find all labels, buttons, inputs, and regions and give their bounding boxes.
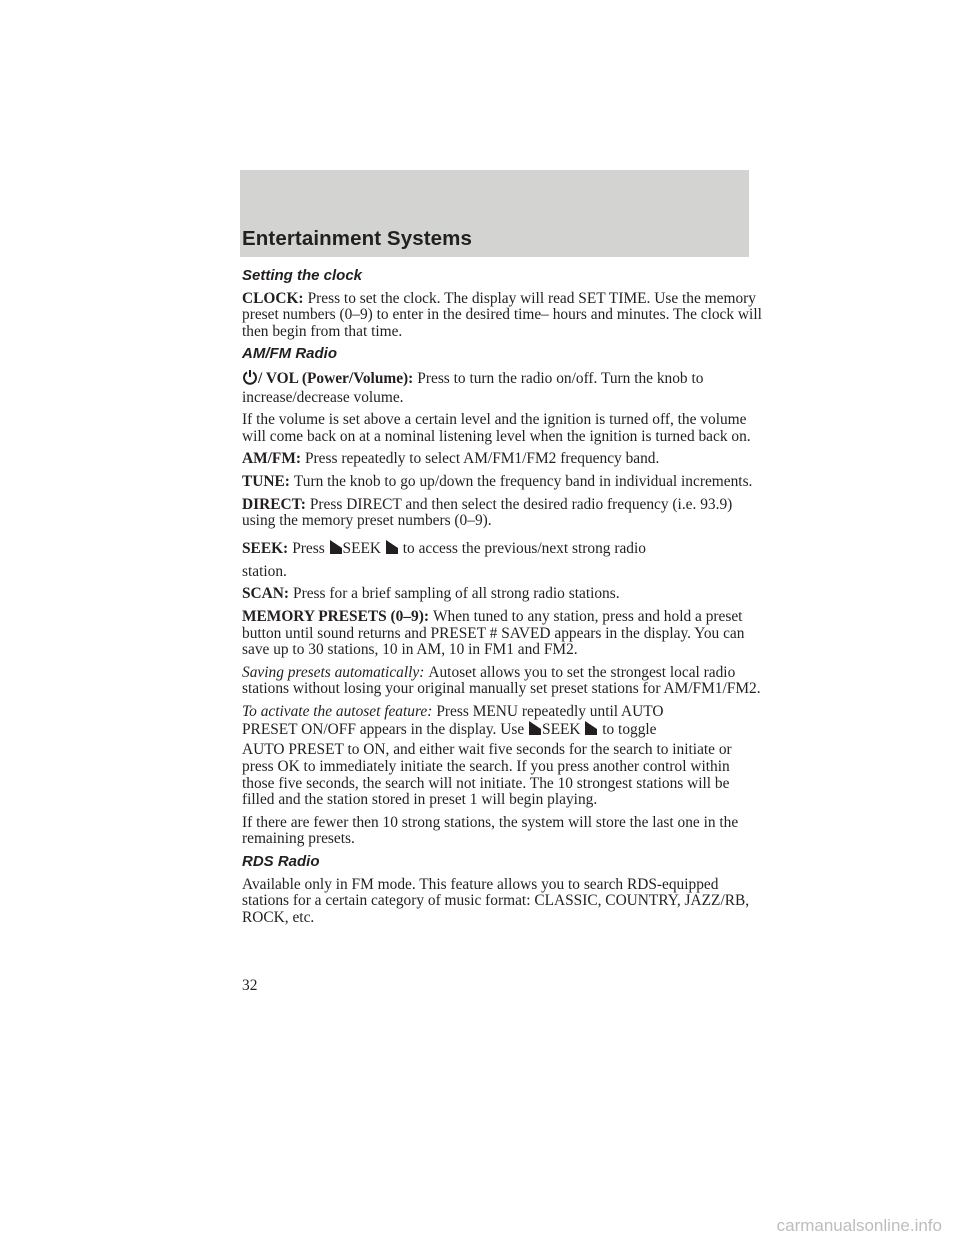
activate-term: To activate the autoset feature: <box>242 702 433 720</box>
power-icon <box>242 369 258 390</box>
direct-term: DIRECT: <box>242 495 306 513</box>
section-header-bar <box>240 170 749 257</box>
fewer-paragraph: If there are fewer then 10 strong stations, the system will store the last one in the remaining presets. <box>242 813 739 848</box>
activate-seek-word: SEEK <box>542 721 581 739</box>
activate-paragraph <box>242 704 762 721</box>
page-content <box>242 268 762 932</box>
presets-paragraph <box>242 609 762 659</box>
direct-paragraph <box>242 497 762 530</box>
seek-text-b: station. <box>242 562 287 580</box>
activate-text-d: AUTO PRESET to ON, and either wait five seconds for the search to initiate or press OK to immediately initiate the search. If you press another control within those five seconds, the search will not initiate. The 10 strongest stations will be filled and the station stored in preset 1 will begin playing. <box>242 741 732 809</box>
power-term: / VOL (Power/Volume): <box>258 369 414 387</box>
watermark: carmanualsonline.info <box>776 1216 942 1235</box>
activate-text-a: Press MENU repeatedly until AUTO <box>436 702 664 720</box>
tune-text: Turn the knob to go up/down the frequency band in individual increments. <box>293 472 753 490</box>
activate-text-c: to toggle <box>602 721 657 739</box>
auto-term: Saving presets automatically: <box>242 663 425 681</box>
page-number: 32 <box>242 977 258 994</box>
heading-rds-radio: RDS Radio <box>242 853 320 871</box>
seek-word: SEEK <box>342 539 382 557</box>
presets-text: When tuned to any station, press and hold a preset button until sound returns and PRESET # SAVED appears in the display. You can save up to 30 stations, 10 in AM, 10 in FM1 and FM2. <box>242 607 745 659</box>
clock-text: Press to set the clock. The display will read SET TIME. Use the memory preset numbers (0–9) to enter in the desired time– hours and minutes. The clock will then begin from that time. <box>242 289 762 340</box>
clock-term: CLOCK: <box>242 289 304 307</box>
direct-text: Press DIRECT and then select the desired radio frequency (i.e. 93.9) using the memory preset numbers (0–9). <box>242 495 733 530</box>
seek-up-icon <box>584 720 598 742</box>
amfm-paragraph <box>242 451 762 468</box>
power-text: Press to turn the radio on/off. Turn the knob to increase/decrease volume. <box>242 369 704 406</box>
heading-setting-clock: Setting the clock <box>242 267 363 284</box>
seek-paragraph <box>242 536 762 564</box>
heading-amfm-radio: AM/FM Radio <box>242 345 337 363</box>
power-paragraph <box>242 369 762 406</box>
seek-press: Press <box>292 539 325 557</box>
seek-term: SEEK: <box>242 539 289 557</box>
scan-paragraph <box>242 586 762 603</box>
clock-paragraph <box>242 291 762 341</box>
seek-down-icon <box>329 538 343 564</box>
seek-up-icon <box>385 538 399 564</box>
amfm-text: Press repeatedly to select AM/FM1/FM2 frequency band. <box>304 450 660 468</box>
seek-text-a: to access the previous/next strong radio <box>402 539 646 557</box>
auto-paragraph <box>242 665 762 698</box>
volume-note: If the volume is set above a certain level and the ignition is turned off, the volume will come back on at a nominal listening level when the ignition is turned back on. <box>242 411 751 445</box>
rds-paragraph: Available only in FM mode. This feature allows you to search RDS-equipped stations for a certain category of music format: CLASSIC, COUNTRY, JAZZ/RB, ROCK, etc. <box>242 875 750 926</box>
activate-text-b: PRESET ON/OFF appears in the display. Use <box>242 721 525 739</box>
scan-text: Press for a brief sampling of all strong radio stations. <box>293 585 620 603</box>
section-title: Entertainment Systems <box>242 227 472 250</box>
scan-term: SCAN: <box>242 585 290 603</box>
tune-term: TUNE: <box>242 472 290 490</box>
seek-down-icon <box>528 720 542 742</box>
presets-term: MEMORY PRESETS (0–9): <box>242 607 429 625</box>
amfm-term: AM/FM: <box>242 450 301 468</box>
activate-seek-line <box>242 720 762 742</box>
auto-text: Autoset allows you to set the strongest local radio stations without losing your original manually set preset stations for AM/FM1/FM2. <box>242 663 761 698</box>
tune-paragraph <box>242 474 762 491</box>
